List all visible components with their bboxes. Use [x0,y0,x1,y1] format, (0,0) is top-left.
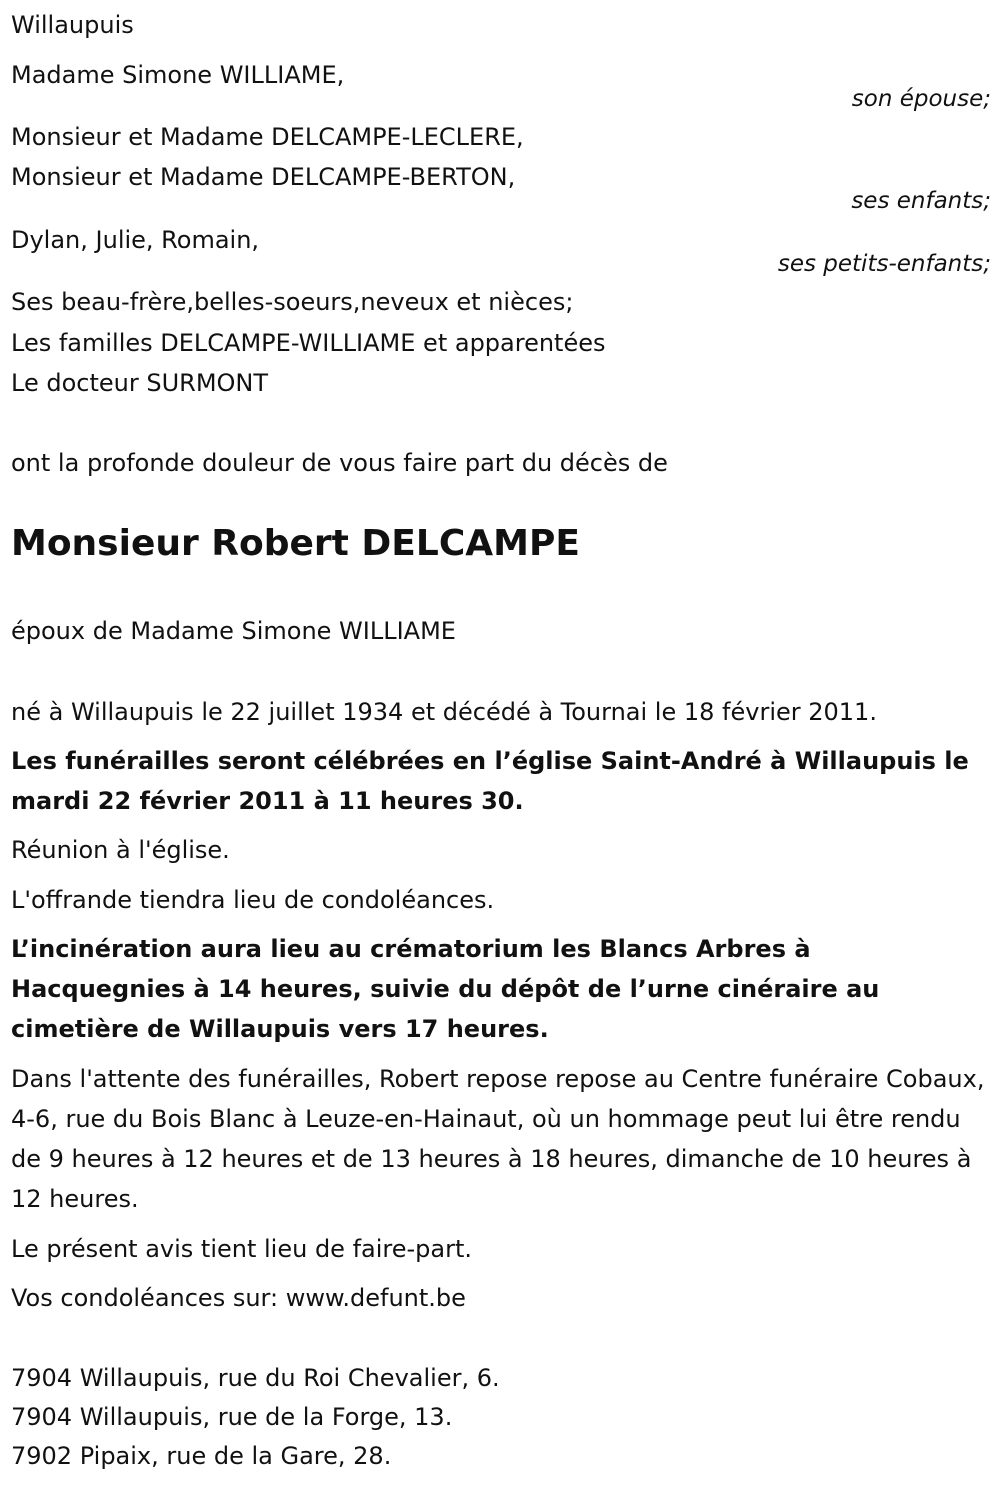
cremation-details: L’incinération aura lieu au crématorium les Blancs Arbres à Hacquegnies à 14 heures, suivie du dépôt de l’urne cinéraire au cimetière de Willaupuis vers 17 heures. [11,935,880,1043]
notice-note: Le présent avis tient lieu de faire-part. [11,1235,473,1263]
offering-note: L'offrande tiendra lieu de condoléances. [11,886,495,914]
funeral-details: Les funérailles seront célébrées en l’église Saint-André à Willaupuis le mardi 22 février 2011 à 11 heures 30. [11,747,969,815]
relatives-line: Ses beau-frère,belles-soeurs,neveux et nièces; [11,288,574,316]
spouse-role: son épouse; [851,86,991,112]
address-line: 7904 Willaupuis, rue du Roi Chevalier, 6. [11,1364,500,1392]
grandchildren-names: Dylan, Julie, Romain, [11,226,260,254]
deceased-name: Monsieur Robert DELCAMPE [11,523,580,564]
condolences-note: Vos condoléances sur: www.defunt.be [11,1284,466,1312]
visitation-details: Dans l'attente des funérailles, Robert repose repose au Centre funéraire Cobaux, 4-6, rue du Bois Blanc à Leuze-en-Hainaut, où un hommage peut lui être rendu de 9 heures à 12 heures et de 13 heures à 18 heures, dimanche de 10 heures à 12 heures. [11,1065,985,1213]
address-line: 7904 Willaupuis, rue de la Forge, 13. [11,1403,453,1431]
child-name: Monsieur et Madame DELCAMPE-LECLERE, [11,123,524,151]
relatives-line: Les familles DELCAMPE-WILLIAME et apparentées [11,329,606,357]
address-line: 7902 Pipaix, rue de la Gare, 28. [11,1442,392,1470]
announcement-intro: ont la profonde douleur de vous faire part du décès de [11,449,668,477]
birth-death-line: né à Willaupuis le 22 juillet 1934 et décédé à Tournai le 18 février 2011. [11,698,877,726]
children-role: ses enfants; [851,188,991,214]
grandchildren-role: ses petits-enfants; [777,251,991,277]
spouse-name: Madame Simone WILLIAME, [11,61,345,89]
relatives-line: Le docteur SURMONT [11,369,269,397]
child-name: Monsieur et Madame DELCAMPE-BERTON, [11,163,516,191]
meeting-note: Réunion à l'église. [11,836,230,864]
town-header: Willaupuis [11,11,134,39]
spouse-relation: époux de Madame Simone WILLIAME [11,617,456,645]
